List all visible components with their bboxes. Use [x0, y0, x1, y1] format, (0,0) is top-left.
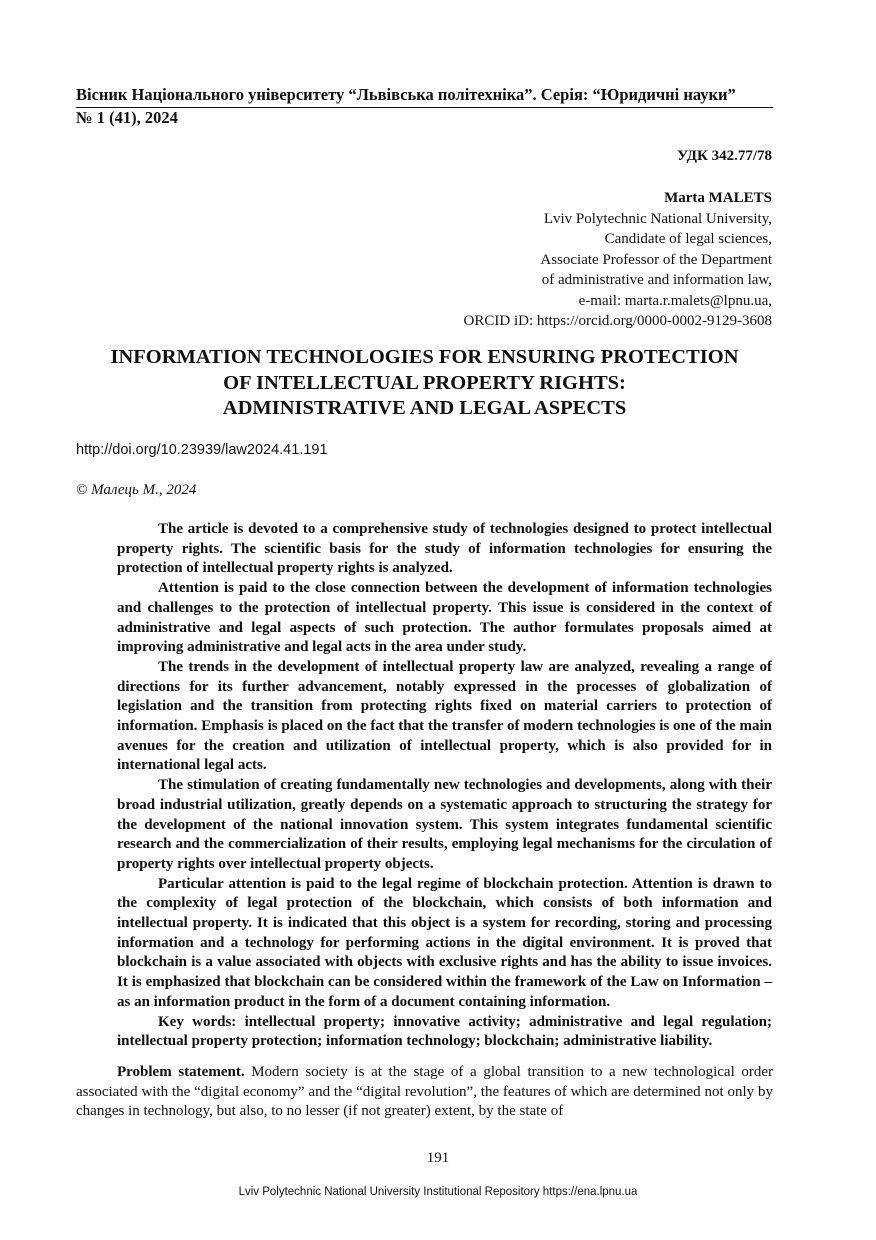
keywords-paragraph: Key words: intellectual property; innovative activity; administrative and legal regulation; intellectual property protection; information technology; blockchain; administrative liability. — [117, 1013, 772, 1050]
abstract — [117, 520, 772, 1052]
abstract-paragraph: The trends in the development of intellectual property law are analyzed, revealing a range of directions for its further advancement, notably expressed in the processes of globalization of legislation and the transition from protecting rights fixed on material carriers to protection of information. Emphasis is placed on the fact that the transfer of modern technologies is one of the main avenues for the creation and utilization of intellectual property, which is also provided for in international legal acts. — [117, 658, 772, 774]
author-department: of administrative and information law, — [541, 272, 772, 288]
author-orcid: ORCID iD: https://orcid.org/0000-0002-9129-3608 — [463, 313, 772, 329]
problem-statement-label: Problem statement. — [117, 1064, 245, 1080]
issue-number: № 1 (41), 2024 — [76, 108, 178, 127]
copyright-notice: © Малець М., 2024 — [76, 482, 197, 498]
author-name: Marta MALETS — [664, 190, 772, 206]
author-position: Associate Professor of the Department — [540, 251, 772, 268]
abstract-paragraph: Attention is paid to the close connection between the development of information technologies and challenges to the protection of intellectual property. This issue is considered in the context of administrative and legal aspects of such protection. The author formulates proposals aimed at improving administrative and legal acts in the area under study. — [117, 580, 772, 656]
abstract-paragraph: The article is devoted to a comprehensive study of technologies designed to protect intellectual property rights. The scientific basis for the study of information technologies for ensuring the protection of intellectual property rights is analyzed. — [117, 521, 772, 577]
title-line: ADMINISTRATIVE AND LEGAL ASPECTS — [222, 397, 627, 419]
article-title — [76, 345, 773, 422]
author-degree: Candidate of legal sciences, — [604, 231, 772, 247]
repository-footer: Lviv Polytechnic National University Institutional Repository https://ena.lpnu.ua — [238, 1186, 638, 1198]
abstract-paragraph: The stimulation of creating fundamentally new technologies and developments, along with their broad industrial utilization, greatly depends on a systematic approach to structuring the strategy for the development of the national innovation system. This system integrates fundamental scientific research and the commercialization of their results, employing legal mechanisms for the circulation of property rights over intellectual property objects. — [117, 777, 772, 872]
title-line: OF INTELLECTUAL PROPERTY RIGHTS: — [223, 371, 626, 394]
journal-header: Вісник Національного університету “Львівська політехніка”. Серія: “Юридичні науки” — [76, 84, 773, 108]
author-affiliation: Lviv Polytechnic National University, — [543, 210, 772, 227]
author-block — [352, 188, 772, 332]
udc-code: УДК 342.77/78 — [677, 148, 772, 164]
body-text — [76, 1063, 773, 1122]
page-number: 191 — [426, 1150, 450, 1166]
doi-link[interactable]: http://doi.org/10.23939/law2024.41.191 — [76, 442, 328, 458]
author-email: e-mail: marta.r.malets@lpnu.ua, — [578, 292, 772, 309]
title-line: INFORMATION TECHNOLOGIES FOR ENSURING PROTECTION — [110, 346, 739, 368]
problem-statement-paragraph — [76, 1063, 773, 1122]
problem-statement-text: Modern society is at the stage of a global transition to a new technological order associated with the “digital economy” and the “digital revolution”, the features of which are determined not only by changes in technology, but also, to no lesser (if not greater) extent, by the state of — [76, 1064, 774, 1120]
abstract-paragraph: Particular attention is paid to the legal regime of blockchain protection. Attention is drawn to the complexity of legal protection of the blockchain, which consists of both information and intellectual property. It is indicated that this object is a system for recording, storing and processing information and a technology for performing actions in the digital environment. It is proved that blockchain is a value associated with objects with exclusive rights and has the ability to issue invoices. It is emphasized that blockchain can be considered within the framework of the Law on Information – as an information product in the form of a document containing information. — [117, 875, 772, 1010]
